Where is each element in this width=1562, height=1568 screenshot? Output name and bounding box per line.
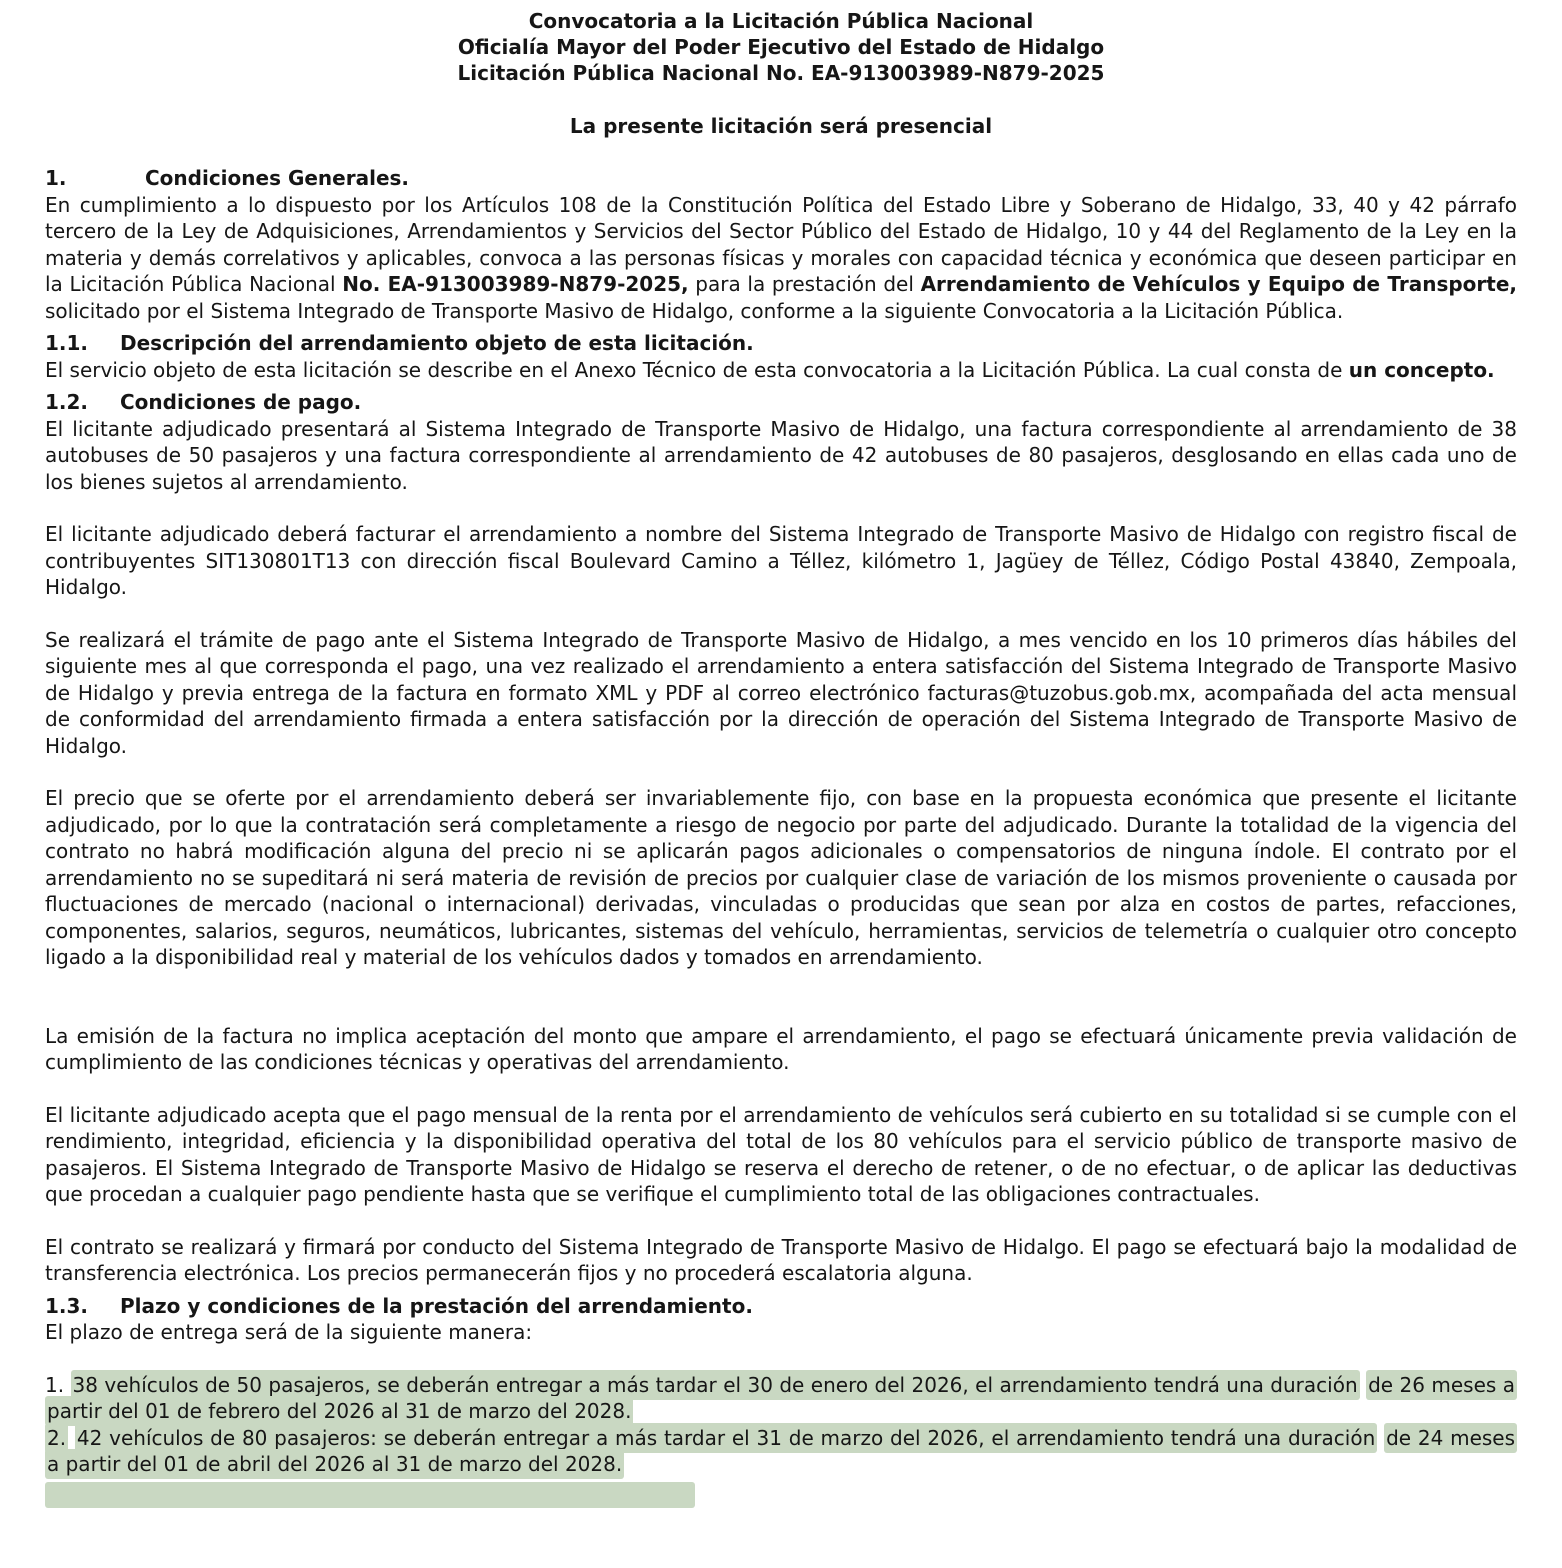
text-segment: El licitante adjudicado acepta que el pago mensual de la renta por el arrendamiento de vehículos será cubierto en su totalidad si se cumple con el rendimiento, integridad, eficiencia y la disponibilidad operativa del total de los 80 vehículos para el servicio público de transporte masivo de pasajeros. El Sistema Integrado de Transporte Masivo de Hidalgo se reserva el derecho de retener, o de no efectuar, o de aplicar las deductivas que procedan a cualquier pago pendiente hasta que se verifique el cumplimiento total de las obligaciones contractuales. (45, 1102, 1517, 1206)
paragraph (45, 1234, 1517, 1287)
heading-number: 1. (45, 166, 67, 190)
highlight-segment: 2. (45, 1423, 68, 1453)
text-segment: Se realizará el trámite de pago ante el Sistema Integrado de Transporte Masivo de Hidalgo, a mes vencido en los 10 primeros días hábiles del siguiente mes al que corresponda el pago, una vez realizado el arrendamiento a entera satisfacción del Sistema Integrado de Transporte Masivo de Hidalgo y previa entrega de la factura en formato XML y PDF al correo electrónico facturas@tuzobus.gob.mx, acompañada del acta mensual de conformidad del arrendamiento firmada a entera satisfacción por la dirección de operación del Sistema Integrado de Transporte Masivo de Hidalgo. (45, 627, 1517, 758)
document-title-line: Licitación Pública Nacional No. EA-913003989-N879-2025 (457, 61, 1105, 85)
list-item (45, 1372, 1517, 1425)
heading-text: Descripción del arrendamiento objeto de esta licitación. (120, 331, 754, 355)
list-item (45, 1425, 1517, 1478)
highlight-segment: 42 vehículos de 80 pasajeros: se deberán entregar a más tardar el 31 de marzo del 2026, el arrendamiento tendrá una duración (75, 1423, 1377, 1453)
heading-text: Condiciones Generales. (145, 166, 410, 190)
blank-line (45, 495, 1517, 521)
paragraph (45, 521, 1517, 601)
section-heading (45, 389, 1517, 416)
blank-line (45, 1076, 1517, 1102)
highlight-segment: de 26 meses a partir del 01 de febrero del 2026 al 31 de marzo del 2028. (45, 1370, 1517, 1427)
text-segment: En cumplimiento a lo dispuesto por los Artículos 108 de la Constitución Política del Estado Libre y Soberano de Hidalgo, 33, 40 y 42 párrafo tercero de la Ley de Adquisiciones, Arrendamientos y Servicios del Sector Público del Estado de Hidalgo, 10 y 44 del Reglamento de la Ley en la materia y demás correlativos y aplicables, convoca a las personas físicas y morales con capacidad técnica y económica que deseen participar en la Licitación Pública Nacional (45, 192, 1517, 296)
document-subtitle: La presente licitación será presencial (569, 114, 993, 138)
text-segment: Arrendamiento de Vehículos y Equipo de Transporte, (920, 272, 1517, 296)
text-segment (68, 1426, 75, 1450)
blank-line (45, 759, 1517, 785)
blank-line (45, 1346, 1517, 1372)
section-heading (45, 330, 1517, 357)
blank-line (45, 997, 1517, 1023)
text-segment: un concepto. (1348, 357, 1495, 382)
paragraph (45, 785, 1517, 971)
heading-text: Condiciones de pago. (120, 390, 362, 414)
paragraph (45, 627, 1517, 760)
paragraph (45, 1023, 1517, 1076)
paragraph (45, 416, 1517, 496)
highlight-segment: de 24 meses a partir del 01 de abril del 2026 al 31 de marzo del 2028. (45, 1423, 1517, 1480)
blank-line (45, 1208, 1517, 1234)
text-segment: El precio que se oferte por el arrendamiento deberá ser invariablemente fijo, con base en la propuesta económica que presente el licitante adjudicado, por lo que la contratación será completamente a riesgo de negocio por parte del adjudicado. Durante la totalidad de la vigencia del contrato no habrá modificación alguna del precio ni se aplicarán pagos adicionales o compensatorios de ninguna índole. El contrato por el arrendamiento no se supeditará ni será materia de revisión de precios por cualquier clase de variación de los mismos proveniente o causada por fluctuaciones de mercado (nacional o internacional) derivadas, vinculadas o producidas que sean por alza en costos de partes, refacciones, componentes, salarios, seguros, neumáticos, lubricantes, sistemas del vehículo, herramientas, servicios de telemetría o cualquier otro concepto ligado a la disponibilidad real y material de los vehículos dados y tomados en arrendamiento. (45, 786, 1517, 969)
blank-line (45, 971, 1517, 997)
heading-number: 1.2. (45, 390, 89, 414)
document-title-line: Convocatoria a la Licitación Pública Nacional (528, 9, 1034, 33)
cutoff-highlight-strip (45, 1482, 695, 1508)
text-segment: para la prestación del (688, 272, 921, 296)
text-segment: 1. (45, 1372, 71, 1397)
heading-text: Plazo y condiciones de la prestación del arrendamiento. (120, 1293, 753, 1318)
text-segment: No. EA-913003989-N879-2025, (342, 272, 689, 296)
text-segment: solicitado por el Sistema Integrado de Transporte Masivo de Hidalgo, conforme a la siguiente Convocatoria a la Licitación Pública. (45, 298, 1344, 323)
heading-number: 1.3. (45, 1293, 89, 1318)
document-title-line: Oficialía Mayor del Poder Ejecutivo del Estado de Hidalgo (457, 35, 1105, 59)
document-header (45, 8, 1517, 139)
paragraph (45, 1102, 1517, 1208)
document-body (45, 165, 1517, 1508)
text-segment: El servicio objeto de esta licitación se describe en el Anexo Técnico de esta convocatoria a la Licitación Pública. La cual consta de (45, 357, 1349, 382)
highlight-segment: 38 vehículos de 50 pasajeros, se deberán entregar a más tardar el 30 de enero del 2026, el arrendamiento tendrá una duración (71, 1370, 1360, 1400)
paragraph (45, 192, 1517, 325)
section-heading (45, 165, 1517, 192)
heading-number: 1.1. (45, 331, 89, 355)
blank-line (45, 601, 1517, 627)
text-segment: El plazo de entrega será de la siguiente manera: (45, 1320, 533, 1344)
text-segment: El contrato se realizará y firmará por conducto del Sistema Integrado de Transporte Masivo de Hidalgo. El pago se efectuará bajo la modalidad de transferencia electrónica. Los precios permanecerán fijos y no procederá escalatoria alguna. (45, 1234, 1517, 1285)
paragraph (45, 357, 1517, 384)
text-segment: El licitante adjudicado presentará al Sistema Integrado de Transporte Masivo de Hidalgo, una factura correspondiente al arrendamiento de 38 autobuses de 50 pasajeros y una factura correspondiente al arrendamiento de 42 autobuses de 80 pasajeros, desglosando en ellas cada uno de los bienes sujetos al arrendamiento. (45, 416, 1517, 494)
section-heading (45, 1293, 1517, 1320)
paragraph (45, 1319, 1517, 1346)
text-segment: La emisión de la factura no implica aceptación del monto que ampare el arrendamiento, el pago se efectuará únicamente previa validación de cumplimiento de las condiciones técnicas y operativas del arrendamiento. (45, 1023, 1517, 1074)
text-segment: El licitante adjudicado deberá facturar el arrendamiento a nombre del Sistema Integrado de Transporte Masivo de Hidalgo con registro fiscal de contribuyentes SIT130801T13 con dirección fiscal Boulevard Camino a Téllez, kilómetro 1, Jagüey de Téllez, Código Postal 43840, Zempoala, Hidalgo. (45, 522, 1517, 599)
